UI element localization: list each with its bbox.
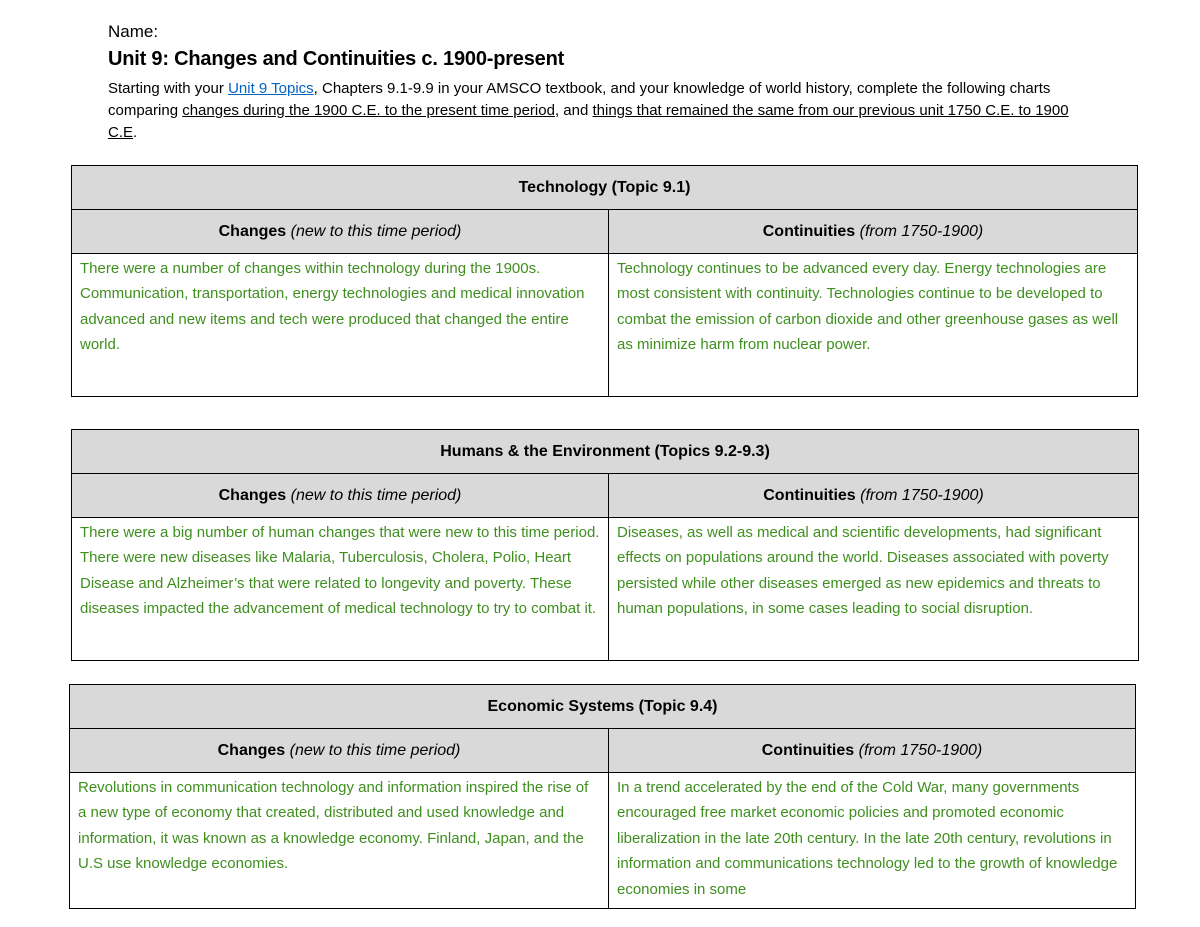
changes-answer[interactable]: Revolutions in communication technology and information inspired the rise of a new type of economy that created, distributed and used knowledge and information, it was known as a knowledge economy. Finland, Japan, and the U.S use knowledge economies.: [70, 773, 609, 909]
humans-environment-chart: [71, 429, 1139, 661]
changes-label: Changes: [218, 222, 287, 240]
changes-answer[interactable]: There were a big number of human changes that were new to this time period. There were new diseases like Malaria, Tuberculosis, Cholera, Polio, Heart Disease and Alzheimer’s that were related to longevity and poverty. These diseases impacted the advancement of medical technology to try to combat it.: [72, 518, 609, 661]
economic-systems-chart: [69, 684, 1136, 909]
continuities-note: (from 1750-1900): [858, 741, 983, 759]
changes-note: (new to this time period): [290, 222, 462, 240]
continuities-column-header: [609, 474, 1139, 518]
intro-underline-continuities: things that remained the same from our previous unit 1750 C.E. to 1900 C.E: [108, 102, 1069, 141]
changes-column-header: [70, 729, 609, 773]
continuities-column-header: [609, 729, 1136, 773]
name-label: Name:: [108, 22, 159, 41]
continuities-column-header: [609, 210, 1138, 254]
intro-paragraph: [108, 78, 1088, 144]
changes-column-header: [72, 474, 609, 518]
continuities-answer[interactable]: Diseases, as well as medical and scientific developments, had significant effects on populations around the world. Diseases associated with poverty persisted while other diseases emerged as new epidemics and threats to human populations, in some cases leading to social disruption.: [609, 518, 1139, 661]
intro-text-2: , Chapters 9.1-9.9 in your AMSCO textbook, and your knowledge of world history, complete the following charts comparing: [108, 80, 1051, 119]
intro-underline-changes: changes during the 1900 C.E. to the present time period: [182, 102, 555, 119]
technology-chart: [71, 165, 1138, 397]
continuities-note: (from 1750-1900): [859, 222, 984, 240]
continuities-label: Continuities: [763, 486, 856, 504]
continuities-label: Continuities: [762, 222, 856, 240]
changes-column-header: [72, 210, 609, 254]
continuities-answer[interactable]: In a trend accelerated by the end of the Cold War, many governments encouraged free market economic policies and promoted economic liberalization in the late 20th century. In the late 20th century, revolutions in information and communications technology led to the growth of knowledge economies in some: [609, 773, 1136, 909]
changes-answer[interactable]: There were a number of changes within technology during the 1900s. Communication, transportation, energy technologies and medical innovation advanced and new items and tech were produced that changed the entire world.: [72, 254, 609, 397]
continuities-answer[interactable]: Technology continues to be advanced every day. Energy technologies are most consistent with continuity. Technologies continue to be developed to combat the emission of carbon dioxide and other greenhouse gases as well as minimize harm from nuclear power.: [609, 254, 1138, 397]
section-heading: Economic Systems (Topic 9.4): [70, 685, 1136, 729]
changes-note: (new to this time period): [290, 486, 462, 504]
intro-text-3: , and: [554, 102, 593, 119]
section-heading: Humans & the Environment (Topics 9.2-9.3): [72, 430, 1139, 474]
unit-topics-link[interactable]: Unit 9 Topics: [228, 80, 314, 97]
intro-text-4: .: [133, 124, 138, 141]
page-title: Unit 9: Changes and Continuities c. 1900-present: [108, 48, 565, 70]
continuities-note: (from 1750-1900): [860, 486, 984, 504]
changes-label: Changes: [217, 741, 286, 759]
changes-label: Changes: [218, 486, 287, 504]
intro-text-1: Starting with your: [108, 80, 229, 97]
changes-note: (new to this time period): [289, 741, 461, 759]
section-heading: Technology (Topic 9.1): [72, 166, 1138, 210]
continuities-label: Continuities: [761, 741, 855, 759]
